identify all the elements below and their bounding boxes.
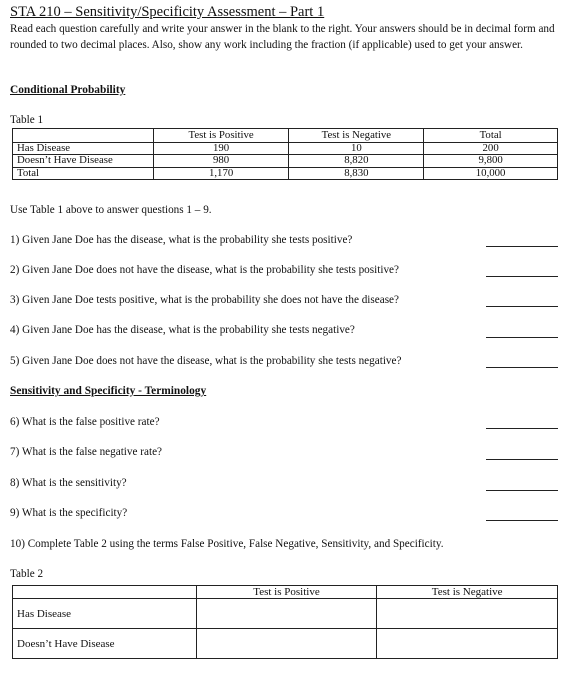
question-7: 7) What is the false negative rate? xyxy=(10,446,162,458)
table1-row-label: Total xyxy=(13,167,154,180)
table1-cell: 10 xyxy=(289,142,424,155)
table2-header-cell: Test is Negative xyxy=(377,586,558,599)
table2-answer-cell[interactable] xyxy=(377,629,558,659)
question-5: 5) Given Jane Doe does not have the disease, what is the probability she tests negative? xyxy=(10,355,402,367)
question-3: 3) Given Jane Doe tests positive, what is the probability she does not have the disease? xyxy=(10,294,399,306)
table1-caption: Table 1 xyxy=(10,114,44,126)
table-1 xyxy=(12,128,558,180)
answer-blank-1[interactable] xyxy=(486,246,558,247)
table1-row-label: Doesn’t Have Disease xyxy=(13,155,154,168)
question-4: 4) Given Jane Doe has the disease, what is the probability she tests negative? xyxy=(10,324,355,336)
question-9: 9) What is the specificity? xyxy=(10,507,128,519)
answer-blank-7[interactable] xyxy=(486,459,558,460)
table1-header-cell xyxy=(13,129,154,143)
table-2 xyxy=(12,585,558,659)
table2-header-cell xyxy=(13,586,197,599)
section-heading-terminology: Sensitivity and Specificity - Terminology xyxy=(10,385,207,397)
question-1: 1) Given Jane Doe has the disease, what is the probability she tests positive? xyxy=(10,234,353,246)
instructions: Read each question carefully and write your answer in the blank to the right. Your answers should be in decimal form and rounded to two decimal places. Also, show any work including the fraction (if applicable) used to get your answer. xyxy=(10,23,555,51)
question-10: 10) Complete Table 2 using the terms False Positive, False Negative, Sensitivity, and Specificity. xyxy=(10,538,444,550)
answer-blank-5[interactable] xyxy=(486,367,558,368)
table1-cell: 1,170 xyxy=(153,167,289,180)
table-row xyxy=(13,142,558,155)
table1-cell: 10,000 xyxy=(424,167,558,180)
table1-cell: 980 xyxy=(153,155,289,168)
table1-header-row xyxy=(13,129,558,143)
table1-cell: 200 xyxy=(424,142,558,155)
section-heading-conditional-probability: Conditional Probability xyxy=(10,84,126,96)
table2-row-label: Doesn’t Have Disease xyxy=(13,629,197,659)
table2-caption: Table 2 xyxy=(10,568,44,580)
question-8: 8) What is the sensitivity? xyxy=(10,477,127,489)
table2-answer-cell[interactable] xyxy=(196,629,377,659)
answer-blank-2[interactable] xyxy=(486,276,558,277)
table1-cell: 8,820 xyxy=(289,155,424,168)
question-6: 6) What is the false positive rate? xyxy=(10,416,160,428)
table2-answer-cell[interactable] xyxy=(196,599,377,629)
table-row xyxy=(13,629,558,659)
question-2: 2) Given Jane Doe does not have the disease, what is the probability she tests positive? xyxy=(10,264,399,276)
table-row xyxy=(13,155,558,168)
table1-header-cell: Test is Negative xyxy=(289,129,424,143)
table1-cell: 9,800 xyxy=(424,155,558,168)
table2-header-row xyxy=(13,586,558,599)
answer-blank-6[interactable] xyxy=(486,428,558,429)
table1-header-cell: Test is Positive xyxy=(153,129,289,143)
answer-blank-3[interactable] xyxy=(486,306,558,307)
table1-cell: 8,830 xyxy=(289,167,424,180)
answer-blank-4[interactable] xyxy=(486,337,558,338)
table2-header-cell: Test is Positive xyxy=(196,586,377,599)
table2-row-label: Has Disease xyxy=(13,599,197,629)
table1-cell: 190 xyxy=(153,142,289,155)
table1-row-label: Has Disease xyxy=(13,142,154,155)
use-table-note: Use Table 1 above to answer questions 1 – 9. xyxy=(10,204,212,216)
table-row xyxy=(13,167,558,180)
answer-blank-9[interactable] xyxy=(486,520,558,521)
table2-answer-cell[interactable] xyxy=(377,599,558,629)
answer-blank-8[interactable] xyxy=(486,490,558,491)
table1-header-cell: Total xyxy=(424,129,558,143)
table-row xyxy=(13,599,558,629)
page-title: STA 210 – Sensitivity/Specificity Assessment – Part 1 xyxy=(10,4,325,20)
